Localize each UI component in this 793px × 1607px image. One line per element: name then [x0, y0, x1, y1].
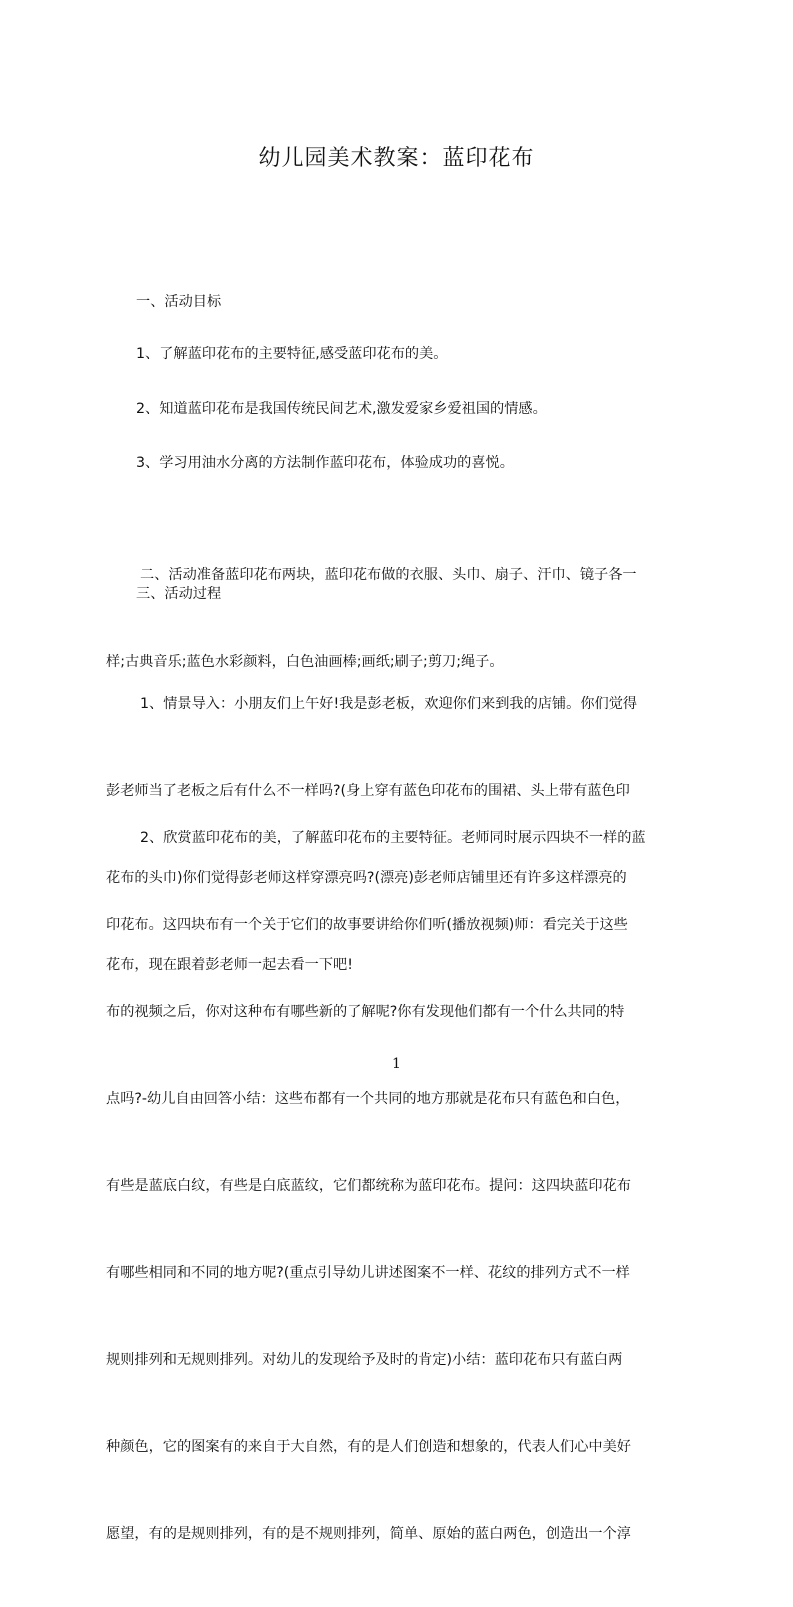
section-3-paragraph-2: [106, 766, 706, 1607]
section-3-p2-line: 布的视频之后，你对这种布有哪些新的了解呢?你有发现他们都有一个什么共同的特: [106, 1004, 625, 1020]
section-3-p1-line: 1、情景导入：小朋友们上午好!我是彭老板，欢迎你们来到我的店铺。你们觉得: [140, 696, 638, 712]
document-title: 幼儿园美术教案：蓝印花布: [258, 146, 535, 171]
section-1-item-3: 3、学习用油水分离的方法制作蓝印花布，体验成功的喜悦。: [136, 455, 514, 471]
section-2-line: 样;古典音乐;蓝色水彩颜料，白色油画棒;画纸;刷子;剪刀;绳子。: [106, 654, 504, 670]
section-3-p2-line: 2、欣赏蓝印花布的美，了解蓝印花布的主要特征。老师同时展示四块不一样的蓝: [140, 830, 646, 846]
section-3-p2-line: 种颜色，它的图案有的来自于大自然，有的是人们创造和想象的，代表人们心中美好: [106, 1439, 631, 1455]
section-1-item-1: 1、了解蓝印花布的主要特征,感受蓝印花布的美。: [136, 346, 448, 362]
section-1-heading: 一、活动目标: [136, 294, 222, 310]
section-1-item-2: 2、知道蓝印花布是我国传统民间艺术,激发爱家乡爱祖国的情感。: [136, 401, 547, 417]
section-3-p1-line: 花布的头巾)你们觉得彭老师这样穿漂亮吗?(漂亮)彭老师店铺里还有许多这样漂亮的: [106, 870, 627, 886]
section-3-p1-line: 花布，现在跟着彭老师一起去看一下吧!: [106, 957, 353, 973]
section-3-p2-line: 点吗?-幼儿自由回答小结：这些布都有一个共同的地方那就是花布只有蓝色和白色，: [106, 1091, 630, 1107]
section-3-heading: 三、活动过程: [136, 586, 222, 602]
section-3-p2-line: 愿望，有的是规则排列，有的是不规则排列，简单、原始的蓝白两色，创造出一个淳: [106, 1526, 631, 1542]
page-number: 1: [392, 1056, 401, 1072]
section-3-p2-line: 规则排列和无规则排列。对幼儿的发现给予及时的肯定)小结：蓝印花布只有蓝白两: [106, 1352, 623, 1368]
section-3-p2-line: 有些是蓝底白纹，有些是白底蓝纹，它们都统称为蓝印花布。提问：这四块蓝印花布: [106, 1178, 631, 1194]
section-3-p2-line: 有哪些相同和不同的地方呢?(重点引导幼儿讲述图案不一样、花纹的排列方式不一样: [106, 1265, 630, 1281]
section-3-p1-line: 彭老师当了老板之后有什么不一样吗?(身上穿有蓝色印花布的围裙、头上带有蓝色印: [106, 783, 630, 799]
section-2-line: 二、活动准备蓝印花布两块，蓝印花布做的衣服、头巾、扇子、汗巾、镜子各一: [140, 567, 637, 583]
section-3-p2-line: 印花布。这四块布有一个关于它们的故事要讲给你们听(播放视频)师：看完关于这些: [106, 917, 628, 933]
